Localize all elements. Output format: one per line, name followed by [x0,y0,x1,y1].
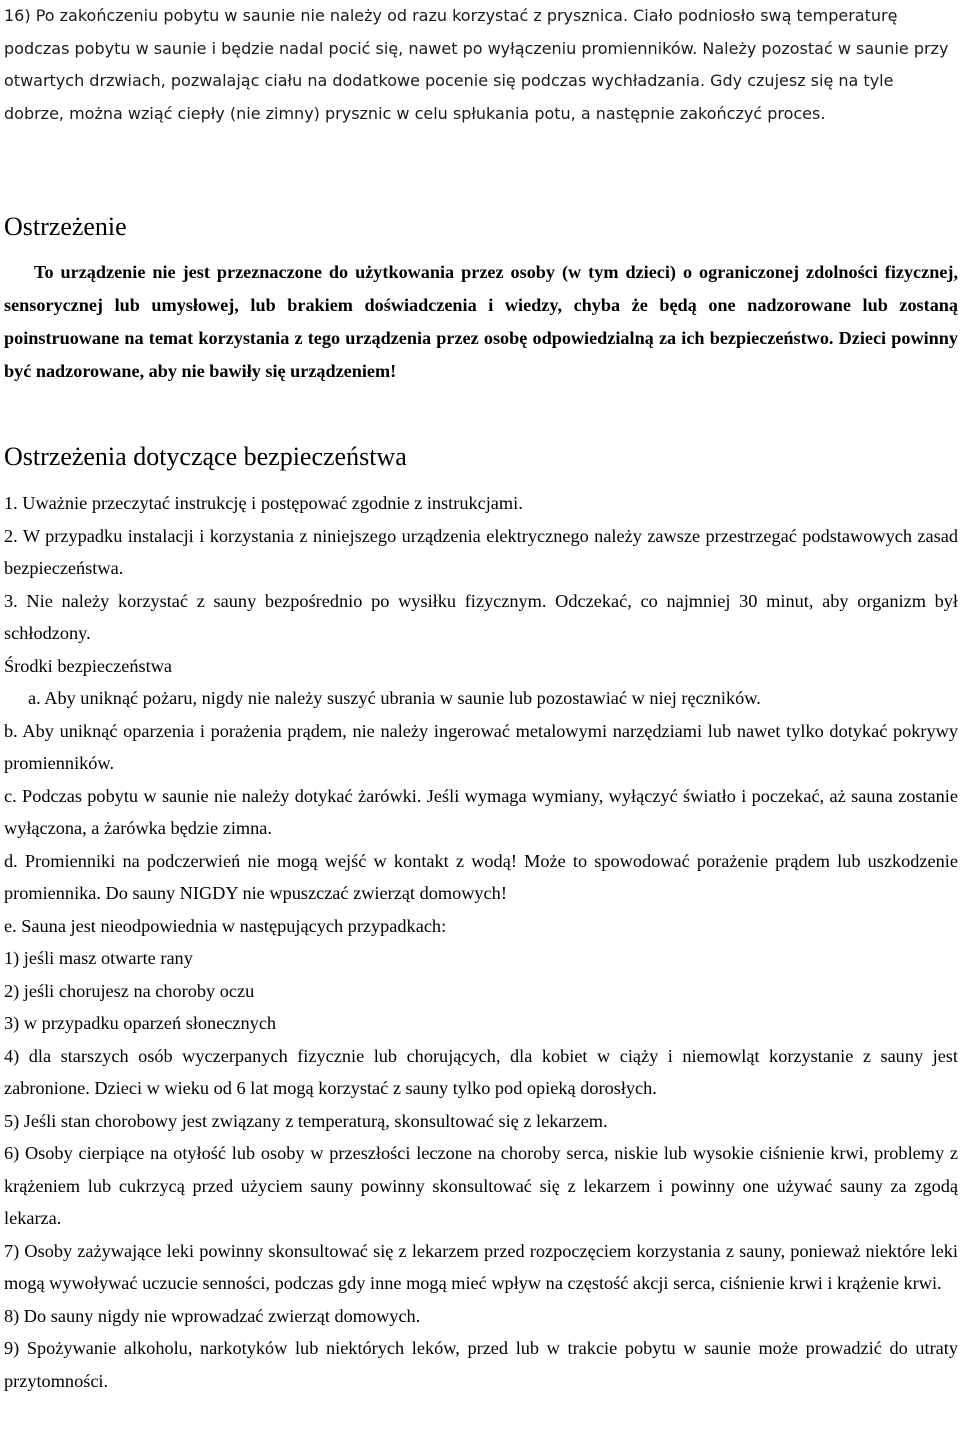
list-item: 1) jeśli masz otwarte rany [4,948,193,968]
safety-list [4,487,958,1397]
list-item: 6) Osoby cierpiące na otyłość lub osoby w przeszłości leczone na choroby serca, niskie lub wysokie ciśnienie krwi, problemy z krążeniem lub cukrzycą przed użyciem sauny powinny skonsultować się z lekarzem i powinny one używać sauny za zgodą lekarza. [4,1143,958,1228]
list-item: 3. Nie należy korzystać z sauny bezpośrednio po wysiłku fizycznym. Odczekać, co najmniej 30 minut, aby organizm był schłodzony. [4,590,958,643]
list-item: 9) Spożywanie alkoholu, narkotyków lub niektórych leków, przed lub w trakcie pobytu w saunie może prowadzić do utraty przytomności. [4,1338,958,1391]
warning-text: To urządzenie nie jest przeznaczone do użytkowania przez osoby (w tym dzieci) o ograniczonej zdolności fizycznej, sensorycznej lub umysłowej, lub brakiem doświadczenia i wiedzy, chyba że będą one nadzorowane lub zostaną poinstruowane na temat korzystania z tego urządzenia przez osobę odpowiedzialną za ich bezpieczeństwo. Dzieci powinny być nadzorowane, aby nie bawiły się urządzeniem! [4,262,958,381]
list-item: 4) dla starszych osób wyczerpanych fizycznie lub chorujących, dla kobiet w ciąży i niemowląt korzystanie z sauny jest zabronione. Dzieci w wieku od 6 lat mogą korzystać z sauny tylko pod opieką dorosłych. [4,1045,958,1098]
list-item: 1. Uważnie przeczytać instrukcję i postępować zgodnie z instrukcjami. [4,493,523,513]
document-page [4,0,958,1391]
list-item: b. Aby uniknąć oparzenia i porażenia prądem, nie należy ingerować metalowymi narzędziami lub nawet tylko dotykać pokrywy promienników. [4,720,958,773]
safety-heading: Ostrzeżenia dotyczące bezpieczeństwa [4,442,407,471]
subheading-safety-measures: Środki bezpieczeństwa [4,655,173,676]
intro-text: 16) Po zakończeniu pobytu w saunie nie należy od razu korzystać z prysznica. Ciało podniosło swą temperaturę podczas pobytu w saunie i będzie nadal pocić się, nawet po wyłączeniu promienników. Należy pozostać w saunie przy otwartych drzwiach, pozwalając ciału na dodatkowe pocenie się podczas wychładzania. Gdy czujesz się na tyle dobrze, można wziąć ciepły (nie zimny) prysznic w celu spłukania potu, a następnie zakończyć proces. [4,6,949,123]
warning-paragraph [4,256,958,388]
list-item: 8) Do sauny nigdy nie wprowadzać zwierząt domowych. [4,1305,421,1326]
list-item: 7) Osoby zażywające leki powinny skonsultować się z lekarzem przed rozpoczęciem korzystania z sauny, ponieważ niektóre leki mogą wywoływać uczucie senności, podczas gdy inne mogą mieć wpływ na częstość akcji serca, ciśnienie krwi i krążenie krwi. [4,1240,958,1293]
list-item: a. Aby uniknąć pożaru, nigdy nie należy suszyć ubrania w saunie lub pozostawiać w niej ręczników. [28,688,761,708]
list-item: 2. W przypadku instalacji i korzystania z niniejszego urządzenia elektrycznego należy zawsze przestrzegać podstawowych zasad bezpieczeństwa. [4,525,958,578]
intro-paragraph [4,0,958,130]
warning-heading: Ostrzeżenie [4,212,127,241]
list-item: 3) w przypadku oparzeń słonecznych [4,1013,277,1033]
list-item: e. Sauna jest nieodpowiednia w następujących przypadkach: [4,915,447,936]
list-item: 5) Jeśli stan chorobowy jest związany z temperaturą, skonsultować się z lekarzem. [4,1110,608,1131]
list-item: 2) jeśli chorujesz na choroby oczu [4,980,255,1001]
list-item: d. Promienniki na podczerwień nie mogą wejść w kontakt z wodą! Może to spowodować porażenie prądem lub uszkodzenie promiennika. Do sauny NIGDY nie wpuszczać zwierząt domowych! [4,850,958,903]
list-item: c. Podczas pobytu w saunie nie należy dotykać żarówki. Jeśli wymaga wymiany, wyłączyć światło i poczekać, aż sauna zostanie wyłączona, a żarówka będzie zimna. [4,785,958,838]
